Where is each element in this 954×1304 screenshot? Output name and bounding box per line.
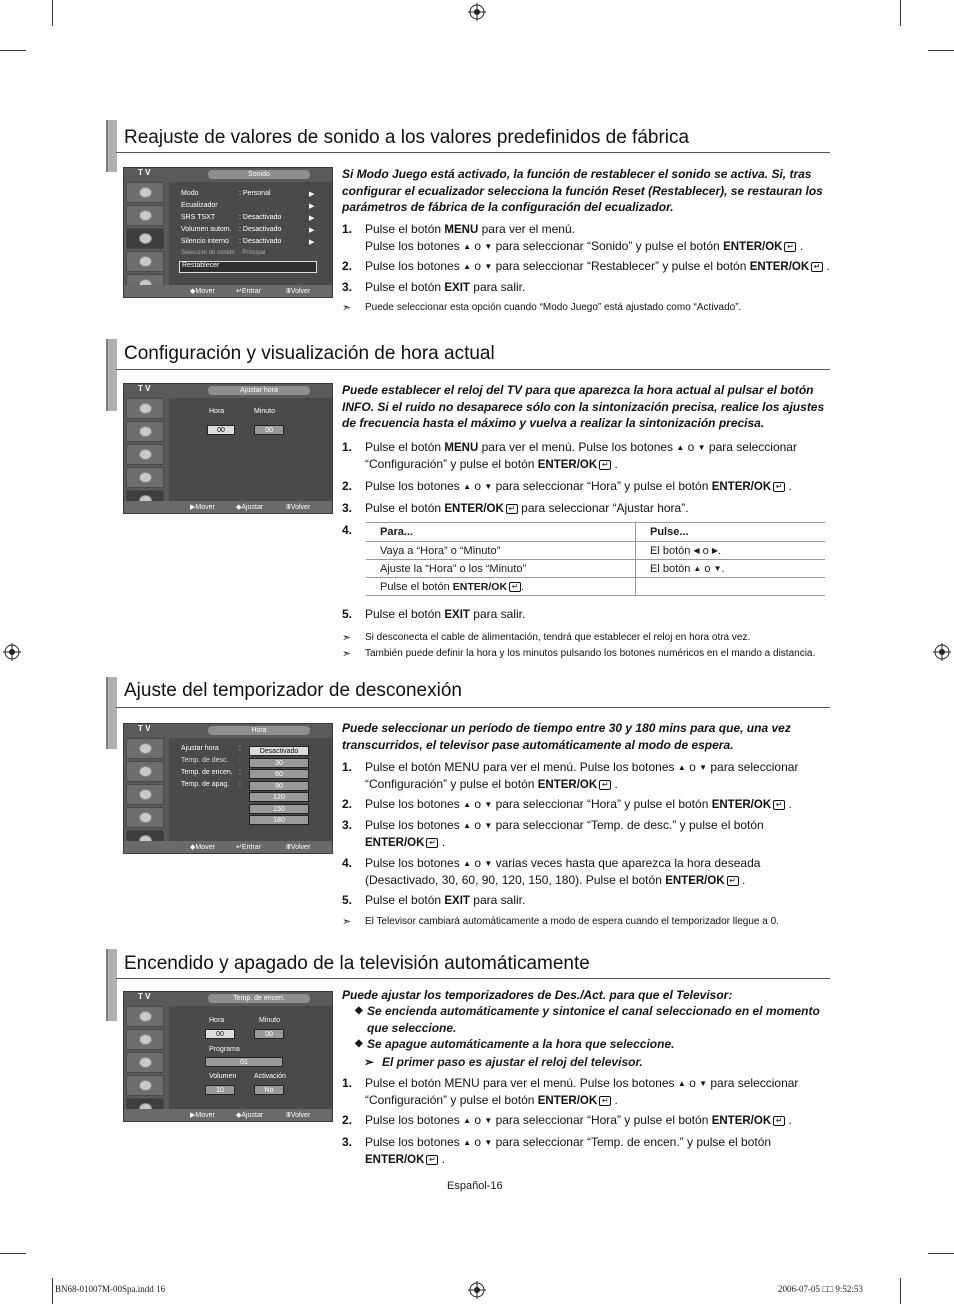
registration-mark-icon xyxy=(933,643,951,661)
tv-label: T V xyxy=(138,168,151,177)
section-marker xyxy=(106,339,117,411)
tv-menu-header: Sonido xyxy=(208,170,310,179)
note-item: ➣ Puede seleccionar esta opción cuando “Modo Juego” está ajustado como “Activado”. xyxy=(342,302,742,314)
tv-hour-value: 00 xyxy=(205,1029,235,1039)
note-item: ➣ Si desconecta el cable de alimentación, tendrá que establecer el reloj en hora otra vez. xyxy=(342,632,751,644)
enter-icon: ↵ xyxy=(506,504,518,514)
tv-field-label: Hora xyxy=(209,408,225,415)
bullet-item: ◆ Se apague automáticamente a la hora que seleccione. xyxy=(355,1037,675,1051)
step-item: 2. Pulse los botones ▲ o ▼ para seleccionar “Hora” y pulse el botón ENTER/OK ↵ . xyxy=(342,797,792,811)
registration-mark-icon xyxy=(468,3,486,21)
enter-icon: ↵ xyxy=(599,780,611,790)
diamond-icon: ◆ xyxy=(355,1038,363,1049)
tv-row-label: Selección de sonido xyxy=(181,250,235,256)
tv-footer: ▶Mover ◆Ajustar ⅢVolver xyxy=(124,501,332,513)
tv-minute-value: 00 xyxy=(254,1029,284,1039)
tv-row-value: : Desactivado xyxy=(239,214,282,221)
tv-row-label: Volumen autom. xyxy=(181,226,232,233)
diamond-icon: ◆ xyxy=(355,1005,363,1016)
step-item: 2. Pulse los botones ▲ o ▼ para seleccionar “Hora” y pulse el botón ENTER/OK ↵ . xyxy=(342,479,792,493)
step-item: 4. xyxy=(342,523,353,537)
registration-mark-icon xyxy=(468,1281,486,1299)
table-header: Para... xyxy=(366,523,636,542)
table-header: Pulse... xyxy=(636,523,826,542)
enter-icon: ↵ xyxy=(599,460,611,470)
antenna-icon xyxy=(126,182,164,203)
section-title: Encendido y apagado de la televisión automáticamente xyxy=(124,953,590,974)
section-title: Reajuste de valores de sonido a los valores predefinidos de fábrica xyxy=(124,127,690,148)
key-table xyxy=(366,522,825,596)
tv-row-value: : Personal xyxy=(239,190,271,197)
tv-row-label: Ecualizador xyxy=(181,202,218,209)
section-intro: Puede establecer el reloj del TV para que aparezca la hora actual al pulsar el botón INFO. Si el ruido no desaparece sólo con la sintonización precisa, realice los ajustes de frecuencia hasta el máximo y vuelva a realizar la sintonización precisa. xyxy=(342,383,825,430)
section-marker xyxy=(106,120,117,172)
tv-row-label: Temp. de apag. xyxy=(181,781,230,788)
step-item: 3. Pulse el botón EXIT para salir. xyxy=(342,280,526,294)
tv-row-label: Modo xyxy=(181,190,199,197)
tv-field-label: Minuto xyxy=(254,408,276,415)
picture-icon xyxy=(126,1029,164,1050)
antenna-icon xyxy=(126,398,164,419)
enter-icon: ↵ xyxy=(426,1155,438,1165)
enter-icon: ↵ xyxy=(599,1096,611,1106)
table-row: Pulse el botón ENTER/OK ↵ . xyxy=(366,578,825,596)
tv-label: T V xyxy=(138,724,151,733)
tv-menu-screen: T V Hora Ajustar hora : Temp. de desc. : Temp. de encen. : Temp. de apag. : Desactivado 30 60 90 120 150 180 ◆Mover ↵Entrar ⅢVolver xyxy=(123,723,333,854)
tv-option: Desactivado xyxy=(249,746,309,756)
tv-row-value: : Desactivado xyxy=(239,226,282,233)
step-item: 2. Pulse los botones ▲ o ▼ para seleccionar “Hora” y pulse el botón ENTER/OK ↵ . xyxy=(342,1113,792,1127)
tv-row-value: : Principal xyxy=(239,250,266,256)
tv-row-label: Temp. de desc. xyxy=(181,757,229,764)
section-rule xyxy=(116,707,830,708)
tv-row-label: Ajustar hora xyxy=(181,745,219,752)
tv-menu-screen xyxy=(123,991,333,1122)
note-arrow-icon: ➣ xyxy=(342,916,352,928)
tv-field-label: Volumen xyxy=(209,1073,237,1080)
tv-menu-header: Ajustar hora xyxy=(208,386,310,395)
step-item: 4. Pulse los botones ▲ o ▼ varias veces hasta que aparezca la hora deseada (Desactivado, 30, 60, 90, 120, 150, 180). Pulse el botón ENTER/OK ↵ . xyxy=(342,856,761,887)
tv-footer: ▶Mover ◆Ajustar ⅢVolver xyxy=(124,1109,332,1121)
table-row: Ajuste la “Hora” o los “Minuto” El botón ▲ o ▼. xyxy=(366,560,825,578)
enter-icon: ↵ xyxy=(773,1116,785,1126)
tv-row-label: SRS TSXT xyxy=(181,214,216,221)
enter-icon: ↵ xyxy=(426,838,438,848)
tv-field-label: Hora xyxy=(209,1017,225,1024)
tv-option: 150 xyxy=(249,804,309,814)
tv-menu-header: Temp. de encen. xyxy=(208,994,310,1003)
tv-option: 30 xyxy=(249,758,309,768)
channel-icon xyxy=(126,807,164,828)
print-timestamp: 2006-07-05 □□ 9:52:53 xyxy=(778,1284,863,1294)
channel-icon xyxy=(126,251,164,272)
section-rule xyxy=(116,369,830,370)
note-item: ➣ El Televisor cambiará automáticamente a modo de espera cuando el temporizador llegue a 0. xyxy=(342,916,779,928)
sound-icon xyxy=(126,444,164,465)
enter-icon: ↵ xyxy=(773,482,785,492)
step-item: 5. Pulse el botón EXIT para salir. xyxy=(342,893,526,907)
tv-menu-header: Hora xyxy=(208,726,310,735)
picture-icon xyxy=(126,205,164,226)
enter-icon: ↵ xyxy=(773,800,785,810)
note-item: ➣ También puede definir la hora y los minutos pulsando los botones numéricos en el mando a distancia. xyxy=(342,648,816,660)
tv-menu-screen: T V Sonido Modo : Personal ▶ Ecualizador ▶ SRS TSXT : Desactivado ▶ Volumen autom. : Desactivado ▶ Silencio interno : Desactivado ▶ Selección de sonido : Principal Restablecer ◆Mover ↵Entrar ⅢVolver xyxy=(123,167,333,298)
channel-icon xyxy=(126,467,164,488)
step-item: 5. Pulse el botón EXIT para salir. xyxy=(342,607,526,621)
tv-program-value: 01 xyxy=(205,1057,283,1067)
enter-icon: ↵ xyxy=(727,876,739,886)
tv-activation-value: No xyxy=(254,1085,284,1095)
enter-icon: ↵ xyxy=(509,582,521,592)
note-arrow-icon: ➣ xyxy=(342,632,352,644)
tv-row-label: Temp. de encen. xyxy=(181,769,233,776)
section-title: Ajuste del temporizador de desconexión xyxy=(124,680,462,701)
sound-icon xyxy=(126,784,164,805)
enter-icon: ↵ xyxy=(784,242,796,252)
tv-label: T V xyxy=(138,384,151,393)
tv-option: 60 xyxy=(249,769,309,779)
tv-option: 120 xyxy=(249,792,309,802)
table-row: Vaya a “Hora” o “Minuto” El botón ◀ o ▶. xyxy=(366,542,825,560)
tv-field-label: Programa xyxy=(209,1046,240,1053)
step-item: 1. Pulse el botón MENU para ver el menú. Pulse los botones ▲ o ▼ para seleccionar “Configuración” y pulse el botón ENTER/OK ↵ . xyxy=(342,760,799,791)
section-rule xyxy=(116,152,830,153)
page-number: Español-16 xyxy=(447,1180,503,1192)
section-marker xyxy=(106,949,117,1021)
note-arrow-icon: ➣ xyxy=(342,302,352,314)
enter-icon: ↵ xyxy=(811,262,823,272)
tv-field-label: Minuto xyxy=(259,1017,281,1024)
tv-volume-value: 10 xyxy=(205,1085,235,1095)
antenna-icon xyxy=(126,1006,164,1027)
step-item: 3. Pulse los botones ▲ o ▼ para seleccionar “Temp. de desc.” y pulse el botón ENTER/OK ↵ . xyxy=(342,818,764,849)
tv-row-value: : Desactivado xyxy=(239,238,282,245)
section-intro: Si Modo Juego está activado, la función de restablecer el sonido se activa. Si, tras configurar el ecualizador selecciona la función Reset (Restablecer), se restauran los parámetros de fábrica de la configuración del ecualizador. xyxy=(342,167,823,214)
tv-field-label: Activación xyxy=(254,1073,286,1080)
antenna-icon xyxy=(126,738,164,759)
step-item: 3. Pulse los botones ▲ o ▼ para seleccionar “Temp. de encen.” y pulse el botón ENTER/OK ↵ . xyxy=(342,1135,772,1166)
file-slug: BN68-01007M-00Spa.indd 16 xyxy=(55,1284,165,1294)
picture-icon xyxy=(126,421,164,442)
tv-footer: ◆Mover ↵Entrar ⅢVolver xyxy=(124,285,332,297)
tv-option: 180 xyxy=(249,815,309,825)
tv-hour-value: 00 xyxy=(207,425,235,435)
tv-option: 90 xyxy=(249,781,309,791)
channel-icon xyxy=(126,1075,164,1096)
note-arrow-icon: ➣ xyxy=(342,648,352,660)
step-item: 3. Pulse el botón ENTER/OK ↵ para seleccionar “Ajustar hora”. xyxy=(342,501,689,515)
step-item: 1. Pulse el botón MENU para ver el menú. Pulse los botones ▲ o ▼ para seleccionar “Sonido” y pulse el botón ENTER/OK ↵ . xyxy=(342,222,804,253)
step-item: 1. Pulse el botón MENU para ver el menú. Pulse los botones ▲ o ▼ para seleccionar “Configuración” y pulse el botón ENTER/OK ↵ . xyxy=(342,1076,799,1107)
section-rule xyxy=(116,978,830,979)
picture-icon xyxy=(126,761,164,782)
bullet-item: ◆ Se encienda automáticamente y sintonice el canal seleccionado en el momento que seleccione. xyxy=(355,1004,820,1035)
section-intro: Puede seleccionar un período de tiempo entre 30 y 180 mins para que, una vez transcurridos, el televisor pase automáticamente al modo de espera. xyxy=(342,721,791,752)
tv-label: T V xyxy=(138,992,151,1001)
sound-icon xyxy=(126,1052,164,1073)
section-marker xyxy=(106,677,117,749)
section-intro: Puede ajustar los temporizadores de Des./Act. para que el Televisor: xyxy=(342,988,733,1002)
tv-menu-screen xyxy=(123,383,333,514)
tv-row-label-selected: Restablecer xyxy=(182,262,220,269)
registration-mark-icon xyxy=(3,643,21,661)
tv-minute-value: 00 xyxy=(254,425,284,435)
note-arrow-icon: ➣ xyxy=(364,1055,375,1069)
tv-row-label: Silencio interno xyxy=(181,238,229,245)
sub-note: ➣ El primer paso es ajustar el reloj del televisor. xyxy=(364,1055,643,1069)
step-item: 1. Pulse el botón MENU para ver el menú. Pulse los botones ▲ o ▼ para seleccionar “Configuración” y pulse el botón ENTER/OK ↵ . xyxy=(342,440,797,471)
step-item: 2. Pulse los botones ▲ o ▼ para seleccionar “Restablecer” y pulse el botón ENTER/OK ↵ . xyxy=(342,259,830,273)
section-title: Configuración y visualización de hora actual xyxy=(124,343,495,364)
sound-icon xyxy=(126,228,164,249)
tv-footer: ◆Mover ↵Entrar ⅢVolver xyxy=(124,841,332,853)
